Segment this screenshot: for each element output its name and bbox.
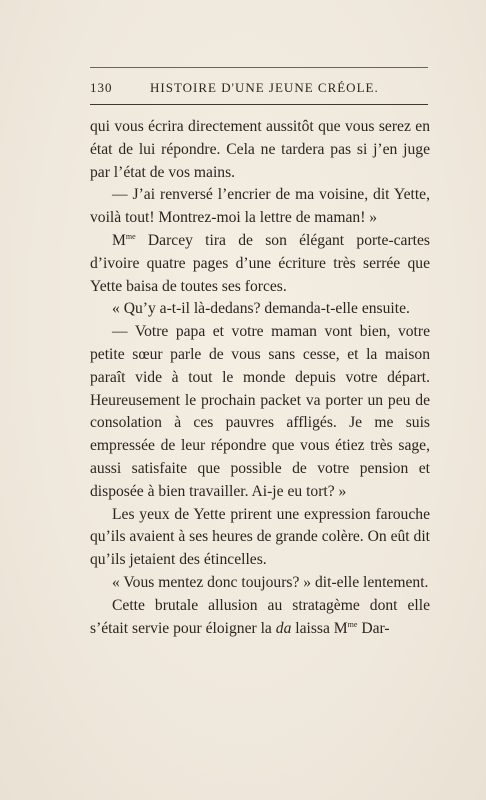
paragraph-text: Cette brutale allusion au stratagème dont elle s’était servie pour éloigner la: [90, 596, 430, 637]
paragraph-text: — Votre papa et votre maman vont bien, votre petite sœur parle de vous sans cesse, et la maison paraît vide à tout le monde depuis votre départ. Heureusement le prochain packet va porter un peu de consolation à ces pauvres affligés. Je me suis empressée de leur répondre que vous étiez très sage, aussi satisfaite que possible de votre pension et disposée à bien travailler. Ai-je eu tort? »: [90, 323, 430, 500]
header-top-rule: [90, 67, 428, 68]
paragraph-text: Les yeux de Yette prirent une expression farouche qu’ils avaient à ses heures de grande colère. On eût dit qu’ils jetaient des étincelles.: [90, 505, 430, 569]
superscript: me: [347, 619, 358, 629]
paragraph-text: laissa M: [291, 619, 348, 637]
paragraph: [90, 572, 430, 595]
paragraph: [90, 321, 430, 503]
paragraph: [90, 298, 430, 321]
paragraph-text: — J’ai renversé l’encrier de ma voisine, dit Yette, voilà tout! Montrez-moi la lettre de maman! »: [90, 186, 430, 227]
paragraph: [90, 184, 430, 230]
paragraph-continuation: [90, 116, 430, 184]
paragraph: [90, 230, 430, 298]
paragraph: [90, 595, 430, 641]
page-number: 130: [90, 80, 113, 95]
paragraph: [90, 504, 430, 572]
header-bottom-rule: [90, 104, 428, 105]
paragraph-text: qui vous écrira directement aussitôt que vous serez en état de lui répondre. Cela ne tardera pas si j’en juge par l’état de vos mains.: [90, 118, 430, 181]
paragraph-text: « Qu’y a-t-il là-dedans? demanda-t-elle ensuite.: [112, 300, 410, 318]
page-header: [90, 80, 430, 100]
abbreviation-letter: M: [112, 231, 126, 249]
body-text: [90, 116, 430, 640]
paragraph-text: « Vous mentez donc toujours? » dit-elle lentement.: [112, 573, 429, 591]
paragraph-text: Dar-: [357, 619, 390, 637]
superscript: me: [125, 231, 136, 241]
running-title: HISTOIRE D'UNE JEUNE CRÉOLE.: [150, 80, 379, 95]
italic-word: da: [275, 619, 292, 637]
paragraph-text: Darcey tira de son élégant porte-cartes d’ivoire quatre pages d’une écriture très serrée que Yette baisa de toutes ses forces.: [90, 231, 430, 295]
